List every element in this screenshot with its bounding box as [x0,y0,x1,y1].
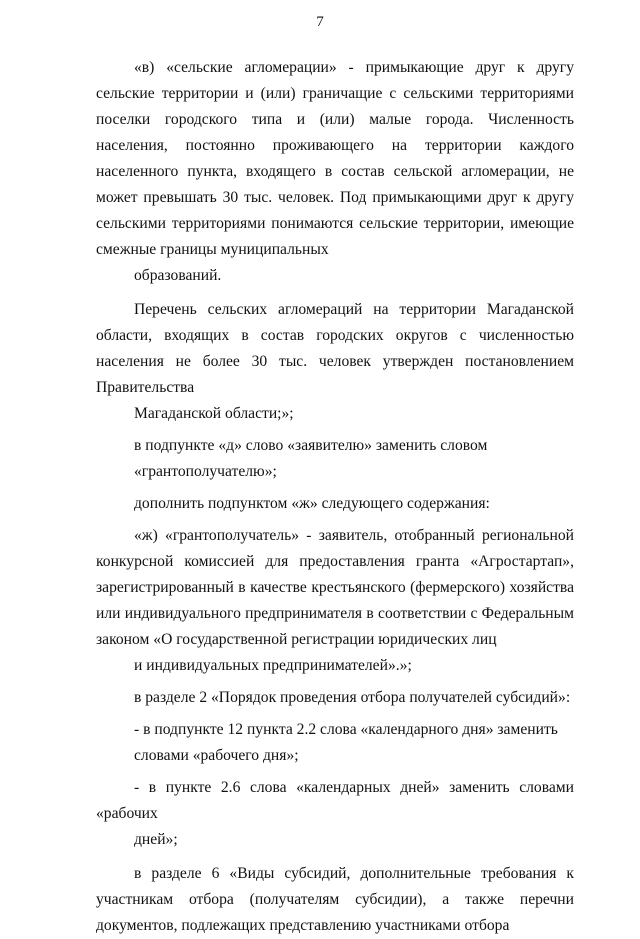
text-line: дней»; [134,831,178,848]
text-line: законом «О государственной регистрации юридических лиц [96,631,497,648]
text-line: - в подпункте 12 пункта 2.2 слова «календарного дня» заменить [134,721,558,738]
text-line: образований. [134,267,222,284]
text-line: к участникам отбора (получателям субсидии), а также перечни [96,865,574,908]
text-line: проживающего на территории каждого населенного пункта, входящего [96,137,575,180]
text-line: словами «рабочего дня»; [134,747,299,764]
page-number: 7 [316,14,324,30]
text-line: и индивидуальных предпринимателей».»; [134,657,412,674]
text-line: Перечень сельских агломераций на территории Магаданской [134,301,574,318]
text-line: территории и (или) граничащие с сельскими территориями поселки [96,85,574,128]
text-line: или индивидуального предпринимателя в соответствии с Федеральным [96,605,574,622]
paragraph-section-6 [96,861,574,939]
text-line: - в пункте 2.6 слова «календарных дней» заменить словами «рабочих [96,779,574,822]
paragraph-rural-agglomerations [96,55,574,289]
paragraph-section-2 [96,685,574,711]
text-line: области, входящих в состав городских округов с численностью населения [96,327,574,370]
text-line: Под примыкающими друг к другу сельскими территориями понимаются [96,189,574,232]
paragraph-item-2-6 [96,775,574,853]
paragraph-add-subitem-zh [96,491,574,517]
body-text [96,55,574,939]
text-line: в подпункте «д» слово «заявителю» заменить словом [134,437,488,454]
text-line: зарегистрированный в качестве крестьянского (фермерского) хозяйства [96,579,574,596]
text-line: в состав сельской агломерации, не может превышать 30 тыс. человек. [96,163,574,206]
text-line: в разделе 6 «Виды субсидий, дополнительные требования [134,865,567,882]
paragraph-item-2-2 [96,717,574,769]
paragraph-agglomeration-list [96,297,574,427]
text-line: сельские территории, имеющие смежные границы муниципальных [96,215,575,258]
paragraph-subitem-d [96,433,574,485]
text-line: документов, подлежащих представлению участниками отбора [96,917,510,934]
text-line: дополнить подпунктом «ж» следующего содержания: [134,495,490,512]
paragraph-grant-recipient [96,523,574,679]
text-line: городского типа и (или) малые города. Численность населения, постоянно [96,111,574,154]
text-line: Магаданской области;»; [134,405,294,422]
text-line: «ж) «грантополучатель» - заявитель, отобранный региональной [134,527,574,544]
text-line: «в) «сельские агломерации» - примыкающие друг к другу сельские [96,59,574,102]
text-line: «грантополучателю»; [134,463,277,480]
text-line: конкурсной комиссией для предоставления гранта «Агростартап», [96,553,574,570]
text-line: не более 30 тыс. человек утвержден постановлением Правительства [96,353,575,396]
text-line: в разделе 2 «Порядок проведения отбора получателей субсидий»: [134,689,571,706]
